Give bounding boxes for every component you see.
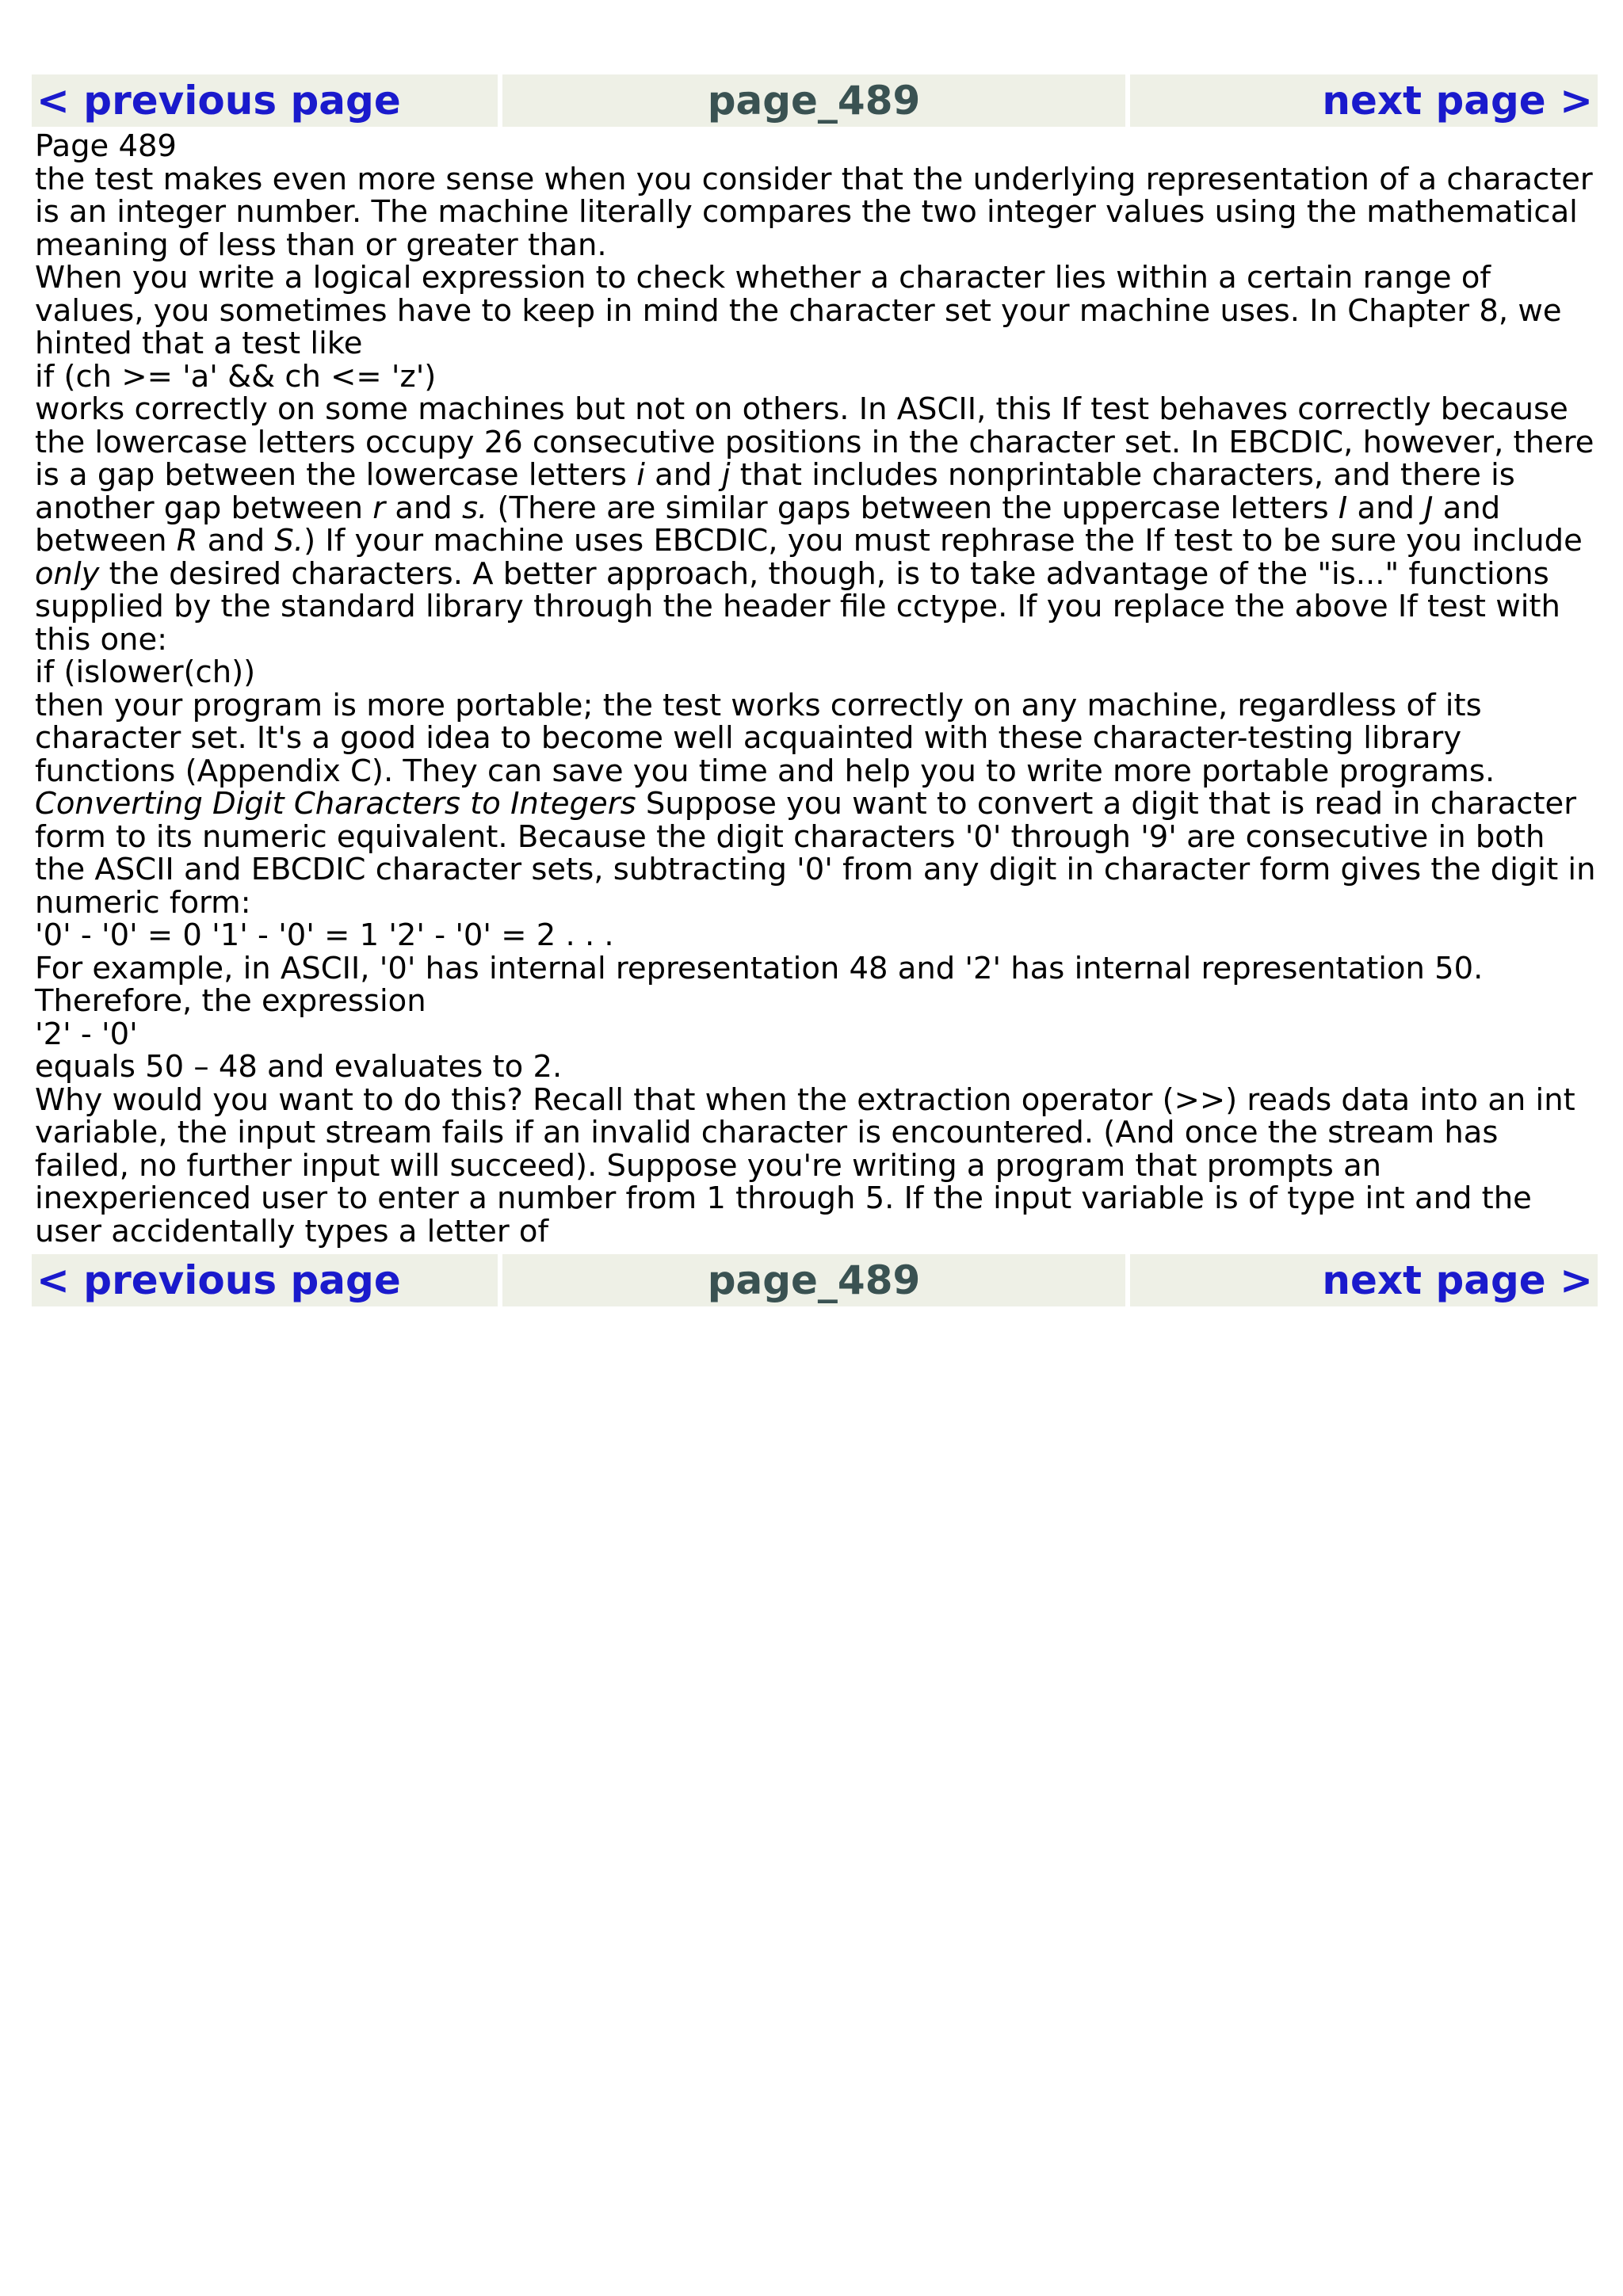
code-line: if (ch >= 'a' && ch <= 'z') [35,358,437,395]
top-nav-next-cell [1130,74,1598,127]
code-line: if (islower(ch)) [35,654,256,690]
next-page-link[interactable]: next page > [1322,78,1593,124]
page-label: page_489 [707,1257,921,1303]
code-line: '0' - '0' = 0 '1' - '0' = 1 '2' - '0' = 2 . . . [35,917,614,953]
page-label: page_489 [707,78,921,124]
previous-page-link[interactable]: < previous page [36,78,401,124]
paragraph: Converting Digit Characters to Integers Suppose you want to convert a digit that is read in character form to its numeric equivalent. Because the digit characters '0' through '9' are consecutive in both the ASCII and EBCDIC character sets, subtracting '0' from any digit in character form gives the digit in numeric form: [35,786,1596,921]
paragraph: works correctly on some machines but not on others. In ASCII, this If test behaves correctly because the lowercase letters occupy 26 consecutive positions in the character set. In EBCDIC, however, there is a gap between the lowercase letters i and j that includes nonprintable characters, and there is another gap between r and s. (There are similar gaps between the uppercase letters I and J and between R and S.) If your machine uses EBCDIC, you must rephrase the If test to be sure you include only the desired characters. A better approach, though, is to take advantage of the "is..." functions supplied by the standard library through the header file cctype. If you replace the above If test with this one: [35,391,1594,658]
section-heading: Converting Digit Characters to Integers [35,786,636,822]
bottom-nav-bar [32,1254,1598,1306]
paragraph: equals 50 – 48 and evaluates to 2. [35,1049,563,1085]
bottom-nav-prev-cell [32,1254,498,1306]
top-nav-page-cell [502,74,1125,127]
paragraph: the test makes even more sense when you consider that the underlying representation of a character is an integer number. The machine literally compares the two integer values using the mathematical meaning of less than or greater than. [35,161,1593,263]
paragraph: When you write a logical expression to check whether a character lies within a certain range of values, you sometimes have to keep in mind the character set your machine uses. In Chapter 8, we hinted that a test like [35,260,1562,361]
paragraph: then your program is more portable; the test works correctly on any machine, regardless of its character set. It's a good idea to become well acquainted with these character-testing library functions (Appendix C). They can save you time and help you to write more portable programs. [35,687,1495,789]
top-nav-bar [32,74,1598,127]
bottom-nav-page-cell [502,1254,1125,1306]
code-line: '2' - '0' [35,1016,138,1052]
bottom-nav-next-cell [1130,1254,1598,1306]
paragraph: Why would you want to do this? Recall that when the extraction operator (>>) reads data into an int variable, the input stream fails if an invalid character is encountered. (And once the stream has failed, no further input will succeed). Suppose you're writing a program that prompts an inexperienced user to enter a number from 1 through 5. If the input variable is of type int and the user accidentally types a letter of [35,1081,1575,1249]
top-nav-prev-cell [32,74,498,127]
page-heading: Page 489 [35,128,177,164]
page-content [32,127,1598,1254]
page [32,74,1598,1306]
next-page-link[interactable]: next page > [1322,1257,1593,1303]
previous-page-link[interactable]: < previous page [36,1257,401,1303]
paragraph: For example, in ASCII, '0' has internal representation 48 and '2' has internal representation 50. Therefore, the expression [35,950,1484,1019]
